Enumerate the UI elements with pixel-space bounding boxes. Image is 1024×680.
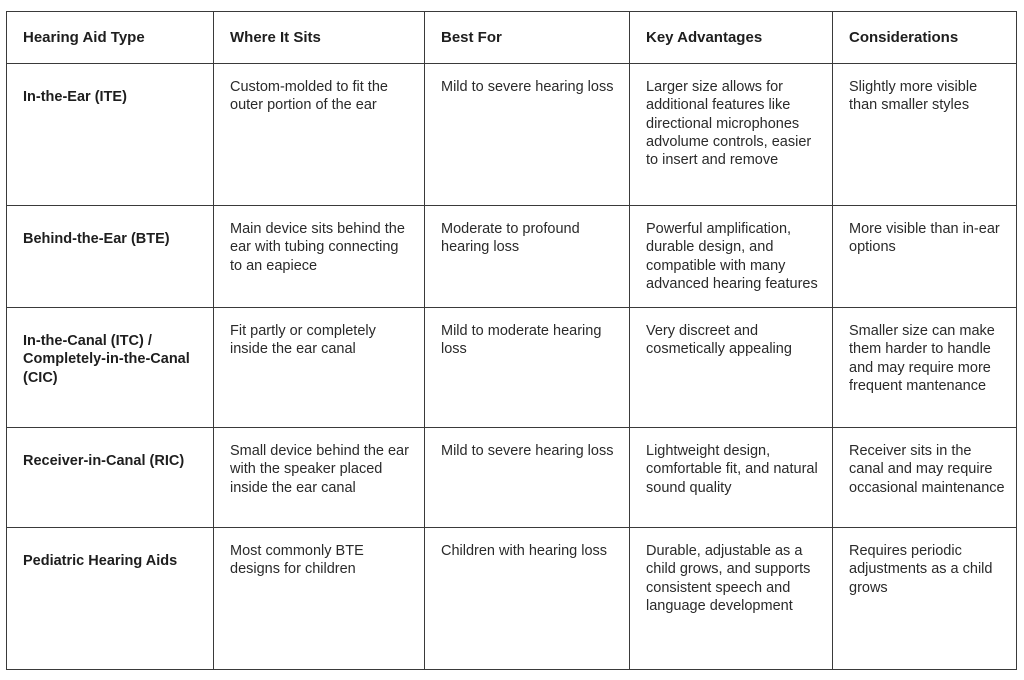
cell-hearing-aid-type: Behind-the-Ear (BTE) (7, 206, 214, 308)
header-best-for: Best For (425, 12, 630, 64)
cell-considerations: More visible than in-ear options (833, 206, 1017, 308)
cell-considerations: Smaller size can make them harder to handle and may require more frequent mantenance (833, 308, 1017, 428)
cell-considerations: Receiver sits in the canal and may require occasional maintenance (833, 428, 1017, 528)
table-row (7, 528, 1017, 670)
cell-key-advantages: Larger size allows for additional features like directional microphones advolume controls, easier to insert and remove (630, 64, 833, 206)
cell-best-for: Moderate to profound hearing loss (425, 206, 630, 308)
cell-where-it-sits: Main device sits behind the ear with tubing connecting to an eapiece (214, 206, 425, 308)
cell-considerations: Requires periodic adjustments as a child grows (833, 528, 1017, 670)
table-row (7, 428, 1017, 528)
cell-where-it-sits: Custom-molded to fit the outer portion of the ear (214, 64, 425, 206)
cell-hearing-aid-type: Receiver-in-Canal (RIC) (7, 428, 214, 528)
cell-where-it-sits: Small device behind the ear with the speaker placed inside the ear canal (214, 428, 425, 528)
cell-where-it-sits: Most commonly BTE designs for children (214, 528, 425, 670)
header-key-advantages: Key Advantages (630, 12, 833, 64)
cell-key-advantages: Very discreet and cosmetically appealing (630, 308, 833, 428)
cell-best-for: Mild to moderate hearing loss (425, 308, 630, 428)
cell-key-advantages: Durable, adjustable as a child grows, and supports consistent speech and language development (630, 528, 833, 670)
cell-key-advantages: Powerful amplification, durable design, and compatible with many advanced hearing features (630, 206, 833, 308)
cell-where-it-sits: Fit partly or completely inside the ear canal (214, 308, 425, 428)
table-row (7, 206, 1017, 308)
cell-hearing-aid-type: Pediatric Hearing Aids (7, 528, 214, 670)
table-header-row (7, 12, 1017, 64)
cell-considerations: Slightly more visible than smaller styles (833, 64, 1017, 206)
cell-best-for: Mild to severe hearing loss (425, 64, 630, 206)
header-where-it-sits: Where It Sits (214, 12, 425, 64)
table-row (7, 308, 1017, 428)
cell-hearing-aid-type: In-the-Ear (ITE) (7, 64, 214, 206)
cell-key-advantages: Lightweight design, comfortable fit, and natural sound quality (630, 428, 833, 528)
cell-hearing-aid-type: In-the-Canal (ITC) / Completely-in-the-Canal (CIC) (7, 308, 214, 428)
hearing-aid-comparison-table-wrapper (6, 11, 1016, 669)
header-hearing-aid-type: Hearing Aid Type (7, 12, 214, 64)
cell-best-for: Mild to severe hearing loss (425, 428, 630, 528)
hearing-aid-comparison-table (6, 11, 1017, 670)
cell-best-for: Children with hearing loss (425, 528, 630, 670)
header-considerations: Considerations (833, 12, 1017, 64)
table-row (7, 64, 1017, 206)
